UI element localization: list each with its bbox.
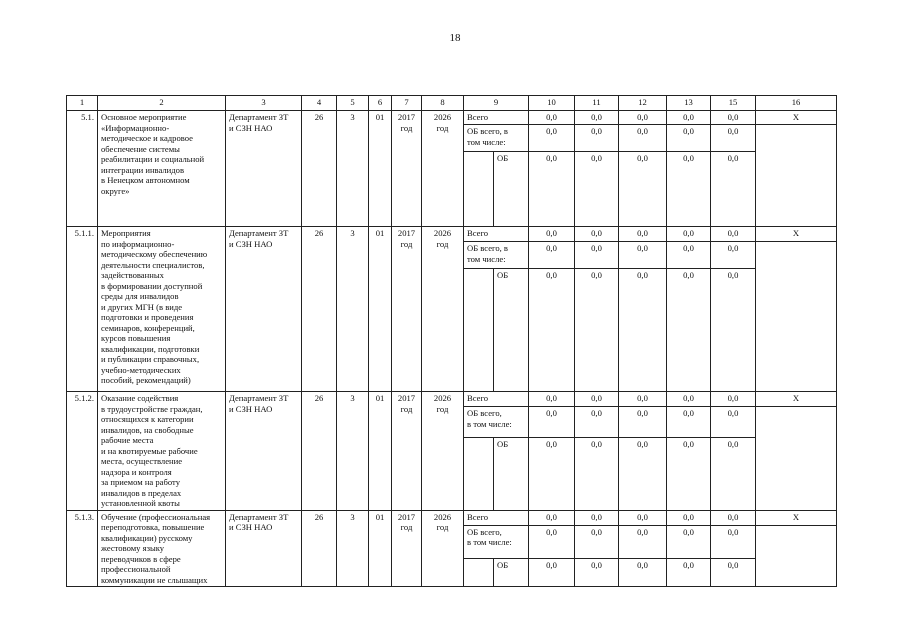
- value-cell: 0,0: [575, 111, 619, 125]
- value-cell: 0,0: [711, 437, 756, 510]
- header-cell: 1: [67, 96, 98, 111]
- header-cell: 12: [619, 96, 667, 111]
- value-cell: 0,0: [529, 559, 575, 587]
- funding-source-ob-total: ОБ всего, в том числе:: [464, 407, 529, 438]
- funding-source-ob: ОБ: [494, 559, 529, 587]
- value-cell: 0,0: [667, 152, 711, 227]
- value-cell: 0,0: [575, 525, 619, 559]
- code-col-6: 01: [369, 510, 392, 587]
- value-cell: 0,0: [619, 525, 667, 559]
- value-cell: 0,0: [575, 152, 619, 227]
- value-cell: 0,0: [711, 242, 756, 269]
- funding-source-ob-total: ОБ всего, в том числе:: [464, 242, 529, 269]
- funding-source-ob: ОБ: [494, 437, 529, 510]
- value-cell: 0,0: [711, 510, 756, 525]
- value-cell: 0,0: [575, 227, 619, 242]
- value-cell: 0,0: [711, 525, 756, 559]
- funding-source-ob: ОБ: [494, 269, 529, 392]
- value-cell: 0,0: [529, 227, 575, 242]
- activity-row: [67, 111, 837, 125]
- program-activities-table: [66, 95, 837, 587]
- value-cell: 0,0: [667, 559, 711, 587]
- funding-source-total: Всего: [464, 227, 529, 242]
- activity-row: [67, 510, 837, 525]
- value-cell: 0,0: [711, 125, 756, 152]
- value-cell: 0,0: [619, 227, 667, 242]
- value-cell: 0,0: [711, 152, 756, 227]
- value-cell: 0,0: [619, 125, 667, 152]
- value-cell: 0,0: [529, 392, 575, 407]
- header-cell: 10: [529, 96, 575, 111]
- value-cell: 0,0: [529, 407, 575, 438]
- value-cell: 0,0: [619, 242, 667, 269]
- page-number: 18: [449, 32, 461, 44]
- header-cell: 7: [392, 96, 422, 111]
- code-col-6: 01: [369, 111, 392, 227]
- value-cell: 0,0: [575, 392, 619, 407]
- mark-cell: X: [756, 111, 837, 125]
- code-col-6: 01: [369, 392, 392, 511]
- value-cell: 0,0: [575, 407, 619, 438]
- value-cell: 0,0: [711, 559, 756, 587]
- value-cell: 0,0: [711, 392, 756, 407]
- value-cell: 0,0: [619, 392, 667, 407]
- start-year: 2017 год: [392, 111, 422, 227]
- end-year: 2026 год: [422, 227, 464, 392]
- activity-name: Мероприятия по информационно- методическому обеспечению деятельности специалистов, задействованных в формировании доступной среды для инвалидов и других МГН (в виде подготовки и проведения семинаров, конференций, курсов повышения квалификации, подготовки и публикации справочных, учебно-методических пособий, рекомендаций): [98, 227, 226, 392]
- empty-mark-cell: [756, 407, 837, 511]
- value-cell: 0,0: [711, 269, 756, 392]
- activity-name: Основное мероприятие «Информационно- методическое и кадровое обеспечение системы реабилитации и социальной интеграции инвалидов в Ненецком автономном округе»: [98, 111, 226, 227]
- value-cell: 0,0: [529, 242, 575, 269]
- code-col-4: 26: [302, 111, 337, 227]
- value-cell: 0,0: [575, 125, 619, 152]
- header-cell: 6: [369, 96, 392, 111]
- mark-cell: X: [756, 510, 837, 525]
- executor: Департамент ЗТ и СЗН НАО: [226, 510, 302, 587]
- start-year: 2017 год: [392, 227, 422, 392]
- code-col-5: 3: [337, 111, 369, 227]
- value-cell: 0,0: [667, 242, 711, 269]
- header-cell: 15: [711, 96, 756, 111]
- empty-mark-cell: [756, 525, 837, 587]
- value-cell: 0,0: [667, 392, 711, 407]
- value-cell: 0,0: [529, 152, 575, 227]
- end-year: 2026 год: [422, 111, 464, 227]
- value-cell: 0,0: [619, 152, 667, 227]
- header-cell: 8: [422, 96, 464, 111]
- value-cell: 0,0: [667, 227, 711, 242]
- value-cell: 0,0: [575, 269, 619, 392]
- value-cell: 0,0: [619, 510, 667, 525]
- value-cell: 0,0: [529, 111, 575, 125]
- activity-number: 5.1.2.: [67, 392, 98, 511]
- end-year: 2026 год: [422, 392, 464, 511]
- code-col-4: 26: [302, 510, 337, 587]
- value-cell: 0,0: [667, 525, 711, 559]
- value-cell: 0,0: [667, 111, 711, 125]
- header-cell: 9: [464, 96, 529, 111]
- start-year: 2017 год: [392, 510, 422, 587]
- value-cell: 0,0: [619, 111, 667, 125]
- value-cell: 0,0: [667, 407, 711, 438]
- empty-source-indent: [464, 269, 494, 392]
- header-cell: 5: [337, 96, 369, 111]
- executor: Департамент ЗТ и СЗН НАО: [226, 227, 302, 392]
- value-cell: 0,0: [529, 525, 575, 559]
- activity-number: 5.1.: [67, 111, 98, 227]
- empty-source-indent: [464, 437, 494, 510]
- value-cell: 0,0: [575, 437, 619, 510]
- empty-source-indent: [464, 559, 494, 587]
- end-year: 2026 год: [422, 510, 464, 587]
- funding-source-total: Всего: [464, 510, 529, 525]
- value-cell: 0,0: [529, 125, 575, 152]
- value-cell: 0,0: [711, 111, 756, 125]
- value-cell: 0,0: [575, 510, 619, 525]
- funding-source-total: Всего: [464, 111, 529, 125]
- start-year: 2017 год: [392, 392, 422, 511]
- value-cell: 0,0: [667, 125, 711, 152]
- header-cell: 11: [575, 96, 619, 111]
- activity-row: [67, 227, 837, 242]
- header-cell: 3: [226, 96, 302, 111]
- value-cell: 0,0: [619, 437, 667, 510]
- code-col-5: 3: [337, 510, 369, 587]
- value-cell: 0,0: [575, 242, 619, 269]
- funding-source-ob: ОБ: [494, 152, 529, 227]
- funding-source-ob-total: ОБ всего, в том числе:: [464, 125, 529, 152]
- executor: Департамент ЗТ и СЗН НАО: [226, 392, 302, 511]
- activity-number: 5.1.1.: [67, 227, 98, 392]
- value-cell: 0,0: [711, 227, 756, 242]
- code-col-4: 26: [302, 227, 337, 392]
- mark-cell: X: [756, 392, 837, 407]
- column-number-header-row: [67, 96, 837, 111]
- value-cell: 0,0: [667, 269, 711, 392]
- value-cell: 0,0: [711, 407, 756, 438]
- executor: Департамент ЗТ и СЗН НАО: [226, 111, 302, 227]
- value-cell: 0,0: [619, 559, 667, 587]
- value-cell: 0,0: [575, 559, 619, 587]
- value-cell: 0,0: [667, 437, 711, 510]
- code-col-6: 01: [369, 227, 392, 392]
- header-cell: 2: [98, 96, 226, 111]
- code-col-4: 26: [302, 392, 337, 511]
- empty-source-indent: [464, 152, 494, 227]
- activity-number: 5.1.3.: [67, 510, 98, 587]
- header-cell: 4: [302, 96, 337, 111]
- activity-row: [67, 392, 837, 407]
- header-cell: 13: [667, 96, 711, 111]
- mark-cell: X: [756, 227, 837, 242]
- value-cell: 0,0: [529, 510, 575, 525]
- activity-name: Оказание содействия в трудоустройстве граждан, относящихся к категории инвалидов, на свободные рабочие места и на квотируемые рабочие места, осуществление надзора и контроля за приемом на работу инвалидов в пределах установленной квоты: [98, 392, 226, 511]
- value-cell: 0,0: [667, 510, 711, 525]
- empty-mark-cell: [756, 125, 837, 227]
- funding-source-total: Всего: [464, 392, 529, 407]
- value-cell: 0,0: [529, 269, 575, 392]
- empty-mark-cell: [756, 242, 837, 392]
- funding-source-ob-total: ОБ всего, в том числе:: [464, 525, 529, 559]
- code-col-5: 3: [337, 227, 369, 392]
- value-cell: 0,0: [529, 437, 575, 510]
- code-col-5: 3: [337, 392, 369, 511]
- value-cell: 0,0: [619, 407, 667, 438]
- value-cell: 0,0: [619, 269, 667, 392]
- header-cell: 16: [756, 96, 837, 111]
- activity-name: Обучение (профессиональная переподготовка, повышение квалификации) русскому жестовому языку переводчиков в сфере профессиональной коммуникации не слышащих: [98, 510, 226, 587]
